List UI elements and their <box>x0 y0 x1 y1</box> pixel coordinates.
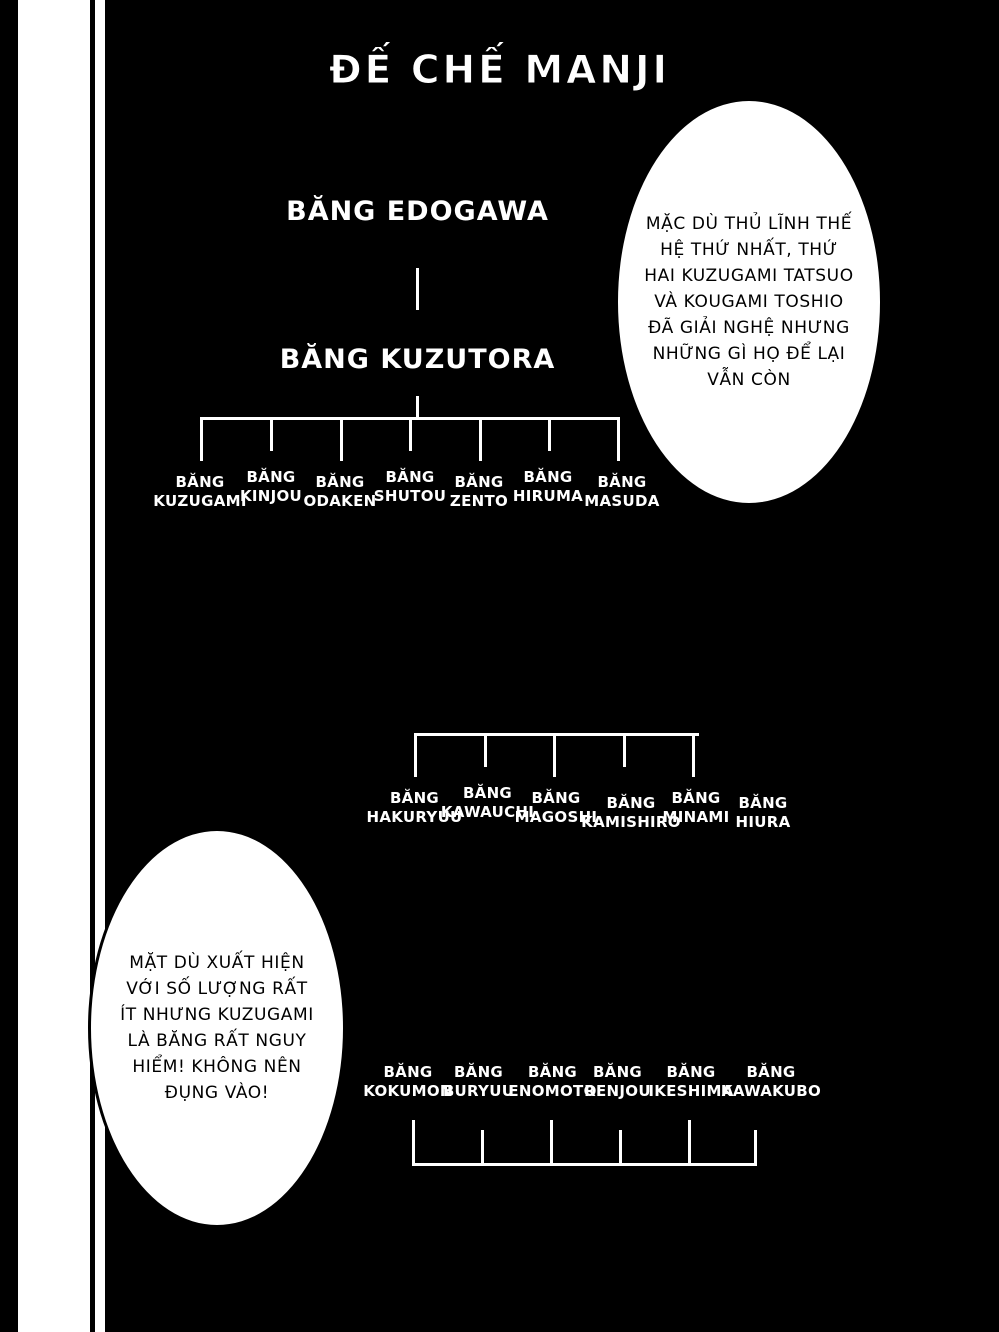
node-bang-edogawa: BĂNG EDOGAWA <box>286 196 549 227</box>
leaf-group2-1: BĂNG HAKURYUU <box>366 789 463 826</box>
bracket-group1-tick-4 <box>409 417 412 451</box>
leaf-group1-1: BĂNG KUZUGAMI <box>153 473 247 510</box>
speech-bubble-bottom <box>88 828 346 1228</box>
leaf-group3-6: BĂNG KAWAKUBO <box>720 1063 822 1100</box>
leaf-group1-4: BĂNG SHUTOU <box>373 468 447 505</box>
bracket-group2-tick-4 <box>623 733 626 767</box>
bracket-group1-tick-7 <box>617 417 620 461</box>
bracket-group1-tick-3 <box>340 417 343 461</box>
bracket-group3-tick-3 <box>550 1120 553 1164</box>
bracket-group3-tick-4 <box>619 1130 622 1164</box>
leaf-group2-6: BĂNG HIURA <box>735 794 791 831</box>
page-left-edge-band <box>0 0 18 1332</box>
leaf-group1-6: BĂNG HIRUMA <box>512 468 584 505</box>
speech-bubble-top-text: MẶC DÙ THỦ LĨNH THẾ HỆ THỨ NHẤT, THỨ HAI KUZUGAMI TATSUO VÀ KOUGAMI TOSHIO ĐÃ GIẢI NGHỆ NHƯNG NHỮNG GÌ HỌ ĐỂ LẠI VẪN CÒN <box>644 214 854 390</box>
bracket-group2-tick-2 <box>484 733 487 767</box>
connector-kuzutora-down <box>416 396 419 418</box>
bracket-group3-tick-6 <box>754 1130 757 1164</box>
leaf-group2-3: BĂNG MAGOSHI <box>514 789 598 826</box>
leaf-group3-2: BĂNG BURYUU <box>442 1063 515 1100</box>
bracket-group3-tick-2 <box>481 1130 484 1164</box>
connector-edogawa-kuzutora <box>416 268 419 310</box>
page-title: ĐẾ CHẾ MANJI <box>328 48 671 93</box>
leaf-group1-3: BĂNG ODAKEN <box>303 473 377 510</box>
leaf-group2-5: BĂNG MINAMI <box>662 789 730 826</box>
leaf-group3-5: BĂNG IKESHIMA <box>648 1063 734 1100</box>
bracket-group2-horizontal <box>414 733 699 736</box>
bracket-group1-tick-5 <box>479 417 482 461</box>
leaf-group1-7: BĂNG MASUDA <box>584 473 660 510</box>
leaf-group1-5: BĂNG ZENTO <box>449 473 509 510</box>
bracket-group1-tick-2 <box>270 417 273 451</box>
bracket-group3-tick-5 <box>688 1120 691 1164</box>
bracket-group2-tick-1 <box>414 733 417 777</box>
speech-bubble-bottom-text: MẶT DÙ XUẤT HIỆN VỚI SỐ LƯỢNG RẤT ÍT NHƯNG KUZUGAMI LÀ BĂNG RẤT NGUY HIỂM! KHÔNG NÊN ĐỤNG VÀO! <box>120 953 314 1103</box>
node-bang-kuzutora: BĂNG KUZUTORA <box>279 344 556 375</box>
leaf-group3-1: BĂNG KOKUMON <box>363 1063 453 1100</box>
leaf-group2-4: BĂNG KAMISHIRO <box>581 794 681 831</box>
leaf-group1-2: BĂNG KINJOU <box>239 468 303 505</box>
page-left-inner-band <box>95 0 105 1332</box>
bracket-group2-tick-3 <box>553 733 556 777</box>
bracket-group1-tick-1 <box>200 417 203 461</box>
bracket-group3-tick-1 <box>412 1120 415 1164</box>
leaf-group3-3: BĂNG ENOMOTO <box>508 1063 597 1100</box>
leaf-group2-2: BĂNG KAWAUCHI <box>440 784 535 821</box>
leaf-group3-4: BĂNG RENJOU <box>584 1063 651 1100</box>
speech-bubble-top <box>615 98 883 506</box>
bracket-group1-tick-6 <box>548 417 551 451</box>
bracket-group2-tick-5 <box>692 733 695 777</box>
bracket-group3-horizontal <box>412 1163 757 1166</box>
